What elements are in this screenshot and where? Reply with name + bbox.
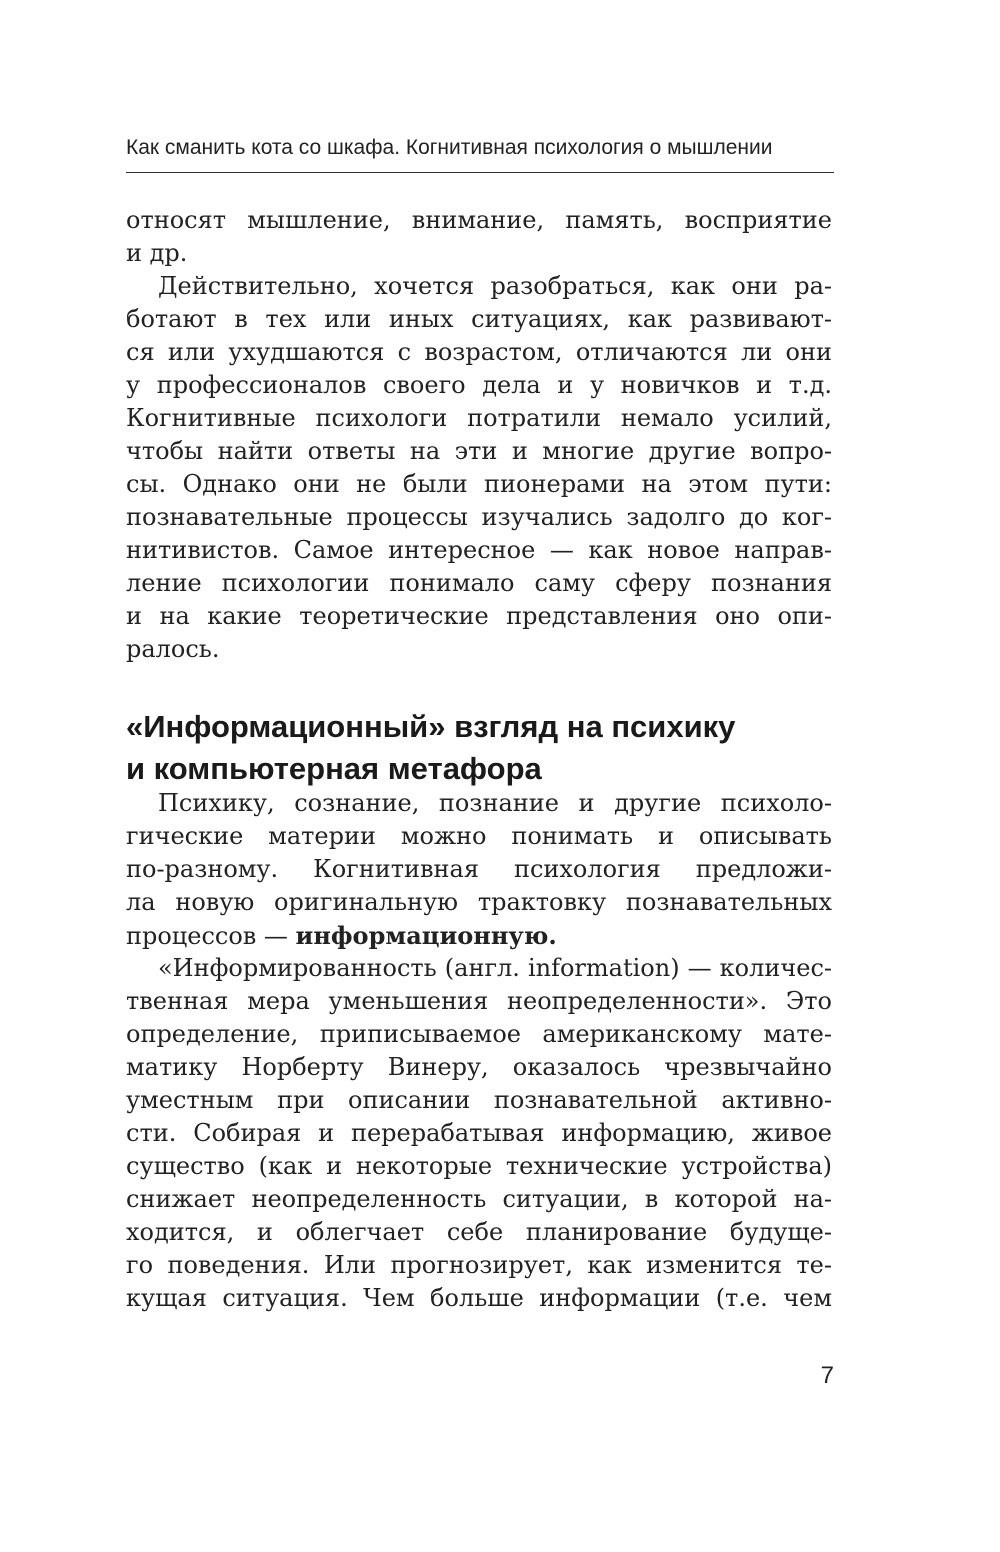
paragraph-4-line: го поведения. Или прогнозирует, как изменится те- [126, 1251, 832, 1279]
emphasized-term: информационную. [295, 921, 557, 950]
paragraph-3-last-line-text: процессов — [126, 922, 296, 950]
paragraph-3-line: по-разному. Когнитивная психология предложи- [126, 855, 832, 883]
paragraph-4-line: определение, приписываемое американскому мате- [126, 1020, 832, 1048]
section-heading-line: «Информационный» взгляд на психику [126, 709, 736, 744]
paragraph-3-line: Психику, сознание, познание и другие психоло- [158, 789, 832, 817]
section-heading-line: и компьютерная метафора [126, 751, 542, 786]
paragraph-4-line: сти. Собирая и перерабатывая информацию, живое [126, 1119, 832, 1147]
paragraph-1-line: и др. [126, 239, 188, 267]
paragraph-2-line: у профессионалов своего дела и у новичков и т.д. [126, 371, 832, 399]
paragraph-4-line: существо (как и некоторые технические устройства) [126, 1152, 832, 1180]
paragraph-2-line: и на какие теоретические представления оно опи- [126, 602, 832, 630]
page-number: 7 [820, 1362, 834, 1389]
paragraph-2-line: ление психологии понимало саму сферу познания [126, 569, 832, 597]
paragraph-2-line: ботают в тех или иных ситуациях, как развивают- [126, 305, 832, 333]
paragraph-4-line: «Информированность (англ. information) — количес- [158, 954, 832, 982]
paragraph-1-line: относят мышление, внимание, память, восприятие [126, 206, 832, 234]
paragraph-2-line: ся или ухудшаются с возрастом, отличаются ли они [126, 338, 832, 366]
paragraph-4-line: матику Норберту Винеру, оказалось чрезвычайно [126, 1053, 832, 1081]
paragraph-3-line: ла новую оригинальную трактовку познавательных [126, 888, 832, 916]
paragraph-4-line: уместным при описании познавательной активно- [126, 1086, 832, 1114]
paragraph-4-line: снижает неопределенность ситуации, в которой на- [126, 1185, 832, 1213]
running-header: Как сманить кота со шкафа. Когнитивная психология о мышлении [126, 136, 773, 159]
paragraph-3-last-line [126, 919, 832, 952]
paragraph-2-line: нитивистов. Самое интересное — как новое направ- [126, 536, 832, 564]
paragraph-2-line: Когнитивные психологи потратили немало усилий, [126, 404, 832, 432]
paragraph-4-line: кущая ситуация. Чем больше информации (т.е. чем [126, 1284, 832, 1312]
paragraph-2-line: ралось. [126, 635, 220, 663]
paragraph-2-line: познавательные процессы изучались задолго до ког- [126, 503, 832, 531]
paragraph-4-line: твенная мера уменьшения неопределенности». Это [126, 987, 832, 1015]
paragraph-2-line: чтобы найти ответы на эти и многие другие вопро- [126, 437, 832, 465]
paragraph-4-line: ходится, и облегчает себе планирование будуще- [126, 1218, 832, 1246]
header-divider [126, 172, 834, 173]
paragraph-2-line: сы. Однако они не были пионерами на этом пути: [126, 470, 832, 498]
paragraph-3-line: гические материи можно понимать и описывать [126, 822, 832, 850]
paragraph-2-line: Действительно, хочется разобраться, как они ра- [158, 272, 832, 300]
